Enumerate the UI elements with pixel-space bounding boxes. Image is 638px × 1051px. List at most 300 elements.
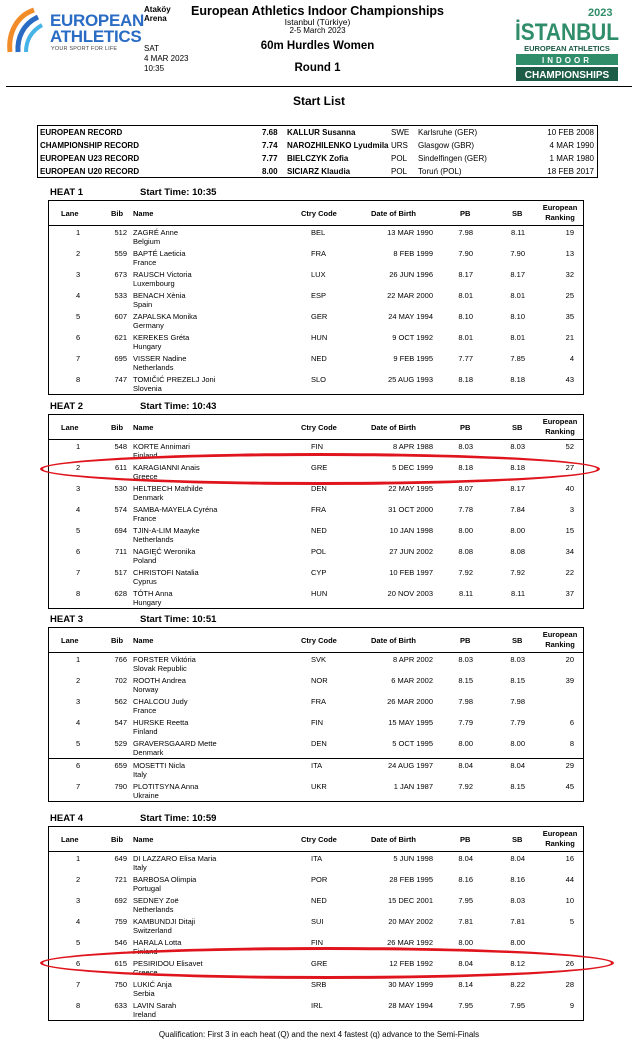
country-code: ESP [311, 291, 327, 300]
table-row [49, 566, 583, 587]
record-time: 7.74 [262, 141, 278, 150]
season-best: 8.18 [510, 375, 525, 384]
record-holder: NAROZHILENKO Lyudmila [287, 141, 389, 150]
date-of-birth: 22 MAR 2000 [387, 291, 433, 300]
season-best: 8.04 [510, 854, 525, 863]
athlete-name: PESIRIDOU Elisavet [133, 959, 203, 968]
date-of-birth: 15 MAY 1995 [388, 718, 433, 727]
bib-cell: 548 [114, 442, 127, 451]
athlete-country: Italy [133, 863, 147, 872]
record-country: POL [391, 154, 408, 163]
personal-best: 8.07 [458, 484, 473, 493]
date-of-birth: 31 OCT 2000 [388, 505, 433, 514]
bib-cell: 750 [114, 980, 127, 989]
athlete-country: Portugal [133, 884, 161, 893]
table-row [49, 915, 583, 936]
logo-text-line2: ATHLETICS [50, 27, 142, 46]
record-type: EUROPEAN U23 RECORD [40, 154, 140, 163]
season-best: 8.00 [510, 526, 525, 535]
athlete-country: Cyprus [133, 577, 157, 586]
lane-cell: 2 [76, 875, 81, 884]
personal-best: 8.18 [458, 463, 473, 472]
lane-cell: 4 [76, 291, 81, 300]
athlete-name: KARAGIANNI Anais [133, 463, 200, 472]
season-best: 7.79 [510, 718, 525, 727]
lane-cell: 6 [76, 761, 81, 770]
season-best: 8.17 [510, 270, 525, 279]
table-row [49, 545, 583, 566]
season-best: 8.11 [510, 228, 525, 237]
date-of-birth: 8 FEB 1999 [393, 249, 433, 258]
athlete-name: BARBOSA Olimpia [133, 875, 197, 884]
highlight-ellipse-karagianni [40, 453, 600, 485]
athlete-country: Switzerland [133, 926, 172, 935]
european-ranking: 37 [565, 589, 574, 598]
season-best: 8.11 [510, 589, 525, 598]
season-best: 8.10 [510, 312, 525, 321]
season-best: 8.04 [510, 761, 525, 770]
athlete-name: TJIN-A-LIM Maayke [133, 526, 200, 535]
bib-cell: 673 [114, 270, 127, 279]
date-of-birth: 8 APR 1988 [392, 442, 433, 451]
table-row [49, 695, 583, 716]
round-name: Round 1 [294, 62, 341, 74]
personal-best: 8.00 [458, 526, 473, 535]
athlete-country: Greece [133, 968, 158, 977]
season-best: 8.03 [510, 655, 525, 664]
season-best: 7.84 [510, 505, 525, 514]
session-time: 10:35 [144, 64, 165, 73]
col-dob-header: Date of Birth [371, 209, 416, 218]
table-header [48, 414, 584, 440]
table-row [49, 852, 583, 873]
record-holder: SICIARZ Klaudia [287, 167, 351, 176]
record-country: SWE [391, 128, 410, 137]
personal-best: 7.98 [458, 228, 473, 237]
personal-best: 8.04 [458, 761, 473, 770]
athlete-country: Poland [133, 556, 157, 565]
personal-best: 8.17 [458, 270, 473, 279]
personal-best: 7.90 [458, 249, 473, 258]
country-code: BEL [311, 228, 326, 237]
date-of-birth: 22 MAY 1995 [388, 484, 433, 493]
athlete-country: Germany [133, 321, 164, 330]
country-code: FIN [311, 442, 324, 451]
col-bib-header: Bib [111, 636, 124, 645]
season-best: 8.18 [510, 463, 525, 472]
date-of-birth: 9 OCT 1992 [392, 333, 433, 342]
table-row [49, 268, 583, 289]
athlete-country: France [133, 514, 157, 523]
season-best: 8.00 [510, 739, 525, 748]
european-ranking: 15 [565, 526, 574, 535]
bib-cell: 695 [114, 354, 127, 363]
ist-org: EUROPEAN ATHLETICS [524, 44, 610, 53]
season-best: 7.98 [510, 697, 525, 706]
col-lane-header: Lane [61, 209, 79, 218]
bib-cell: 512 [114, 228, 127, 237]
european-ranking: 39 [565, 676, 574, 685]
col-lane-header: Lane [61, 636, 79, 645]
athlete-name: HURSKE Reetta [133, 718, 189, 727]
country-code: UKR [311, 782, 327, 791]
venue [144, 5, 171, 23]
country-code: FRA [311, 249, 326, 258]
bib-cell: 562 [114, 697, 127, 706]
championship-dates: 2-5 March 2023 [289, 26, 346, 35]
country-code: HUN [311, 333, 328, 342]
lane-cell: 6 [76, 547, 81, 556]
records-box [37, 125, 598, 178]
country-code: NOR [311, 676, 328, 685]
bib-cell: 607 [114, 312, 127, 321]
country-code: NED [311, 354, 327, 363]
bib-cell: 766 [114, 655, 127, 664]
table-row [49, 373, 583, 394]
record-country: URS [391, 141, 408, 150]
athlete-name: VISSER Nadine [133, 354, 187, 363]
country-code: FIN [311, 938, 324, 947]
athlete-name: TOMIČIĆ PREZELJ Joni [133, 375, 216, 384]
athlete-name: TÓTH Anna [133, 589, 173, 598]
athlete-name: ZAPALSKA Monika [133, 312, 198, 321]
table-row [49, 331, 583, 352]
european-ranking: 3 [569, 505, 574, 514]
european-ranking: 5 [569, 917, 574, 926]
table-row [49, 716, 583, 737]
table-row [49, 894, 583, 915]
bib-cell: 530 [114, 484, 127, 493]
table-row [49, 737, 583, 758]
european-ranking: 29 [565, 761, 574, 770]
col-name-header: Name [133, 835, 154, 844]
country-code: GER [311, 312, 328, 321]
personal-best: 7.78 [458, 505, 473, 514]
country-code: DEN [311, 739, 327, 748]
european-ranking: 35 [565, 312, 574, 321]
personal-best: 8.15 [458, 676, 473, 685]
bib-cell: 559 [114, 249, 127, 258]
personal-best: 8.03 [458, 442, 473, 451]
lane-cell: 1 [76, 228, 81, 237]
bib-cell: 747 [114, 375, 127, 384]
european-ranking: 34 [565, 547, 574, 556]
athlete-country: Greece [133, 472, 158, 481]
season-best: 7.92 [510, 568, 525, 577]
bib-cell: 611 [115, 463, 127, 472]
record-venue: Sindelfingen (GER) [418, 154, 487, 163]
athlete-country: Serbia [133, 989, 155, 998]
season-best: 8.12 [510, 959, 525, 968]
athlete-country: Netherlands [133, 905, 174, 914]
table-body [48, 653, 584, 802]
record-row [38, 139, 597, 152]
athlete-name: LAVIN Sarah [133, 1001, 177, 1010]
table-row [49, 999, 583, 1020]
col-bib-header: Bib [111, 835, 124, 844]
personal-best: 7.77 [458, 354, 473, 363]
country-code: POR [311, 875, 328, 884]
lane-cell: 6 [76, 959, 81, 968]
european-ranking: 21 [565, 333, 574, 342]
personal-best: 8.04 [458, 854, 473, 863]
bib-cell: 692 [114, 896, 127, 905]
col-bib-header: Bib [111, 423, 124, 432]
logo-tagline: YOUR SPORT FOR LIFE [51, 46, 118, 52]
bib-cell: 628 [114, 589, 127, 598]
athlete-name: GRAVERSGAARD Mette [133, 739, 217, 748]
runner-swoosh-icon [4, 6, 48, 56]
lane-cell: 5 [76, 739, 81, 748]
table-row [49, 226, 583, 247]
table-row [49, 587, 583, 608]
col-dob-header: Date of Birth [371, 636, 416, 645]
athlete-name: FORSTER Viktória [133, 655, 196, 664]
table-body [48, 226, 584, 395]
date-of-birth: 10 FEB 1997 [389, 568, 433, 577]
athlete-name: PLOTITSYNA Anna [133, 782, 199, 791]
athlete-country: Denmark [133, 493, 164, 502]
lane-cell: 1 [76, 442, 81, 451]
ist-year: 2023 [588, 7, 613, 19]
lane-cell: 3 [76, 270, 81, 279]
personal-best: 8.01 [458, 333, 473, 342]
country-code: NED [311, 896, 327, 905]
european-ranking: 27 [565, 463, 574, 472]
season-best: 8.03 [510, 442, 525, 451]
col-sb-header: SB [512, 423, 523, 432]
athlete-country: Italy [133, 770, 147, 779]
heat-label: HEAT 2 [50, 401, 84, 412]
athlete-name: LUKIĆ Anja [133, 980, 172, 989]
athlete-country: Denmark [133, 748, 164, 757]
record-date: 4 MAR 1990 [549, 141, 594, 150]
athlete-name: KORTE Annimari [133, 442, 190, 451]
country-code: ITA [311, 854, 323, 863]
bib-cell: 659 [114, 761, 127, 770]
season-best: 8.01 [510, 333, 525, 342]
date-of-birth: 9 FEB 1995 [393, 354, 433, 363]
record-row [38, 152, 597, 165]
date-of-birth: 30 MAY 1999 [388, 980, 433, 989]
qualification-note: Qualification: First 3 in each heat (Q) and the next 4 fastest (q) advance to the Semi-Finals [158, 1030, 480, 1039]
season-best: 8.17 [510, 484, 525, 493]
season-best: 8.01 [510, 291, 525, 300]
athlete-country: France [133, 706, 157, 715]
bib-cell: 533 [114, 291, 127, 300]
ist-indoor: INDOOR [542, 56, 592, 65]
table-row [49, 674, 583, 695]
session-date: 4 MAR 2023 [144, 54, 189, 63]
bib-cell: 529 [114, 739, 127, 748]
season-best: 7.85 [510, 354, 525, 363]
bib-cell: 694 [114, 526, 127, 535]
col-ctry-header: Ctry Code [301, 636, 337, 645]
bib-cell: 546 [114, 938, 127, 947]
table-header [48, 200, 584, 226]
european-ranking: 20 [565, 655, 574, 664]
col-name-header: Name [133, 423, 154, 432]
season-best: 7.81 [510, 917, 525, 926]
record-country: POL [391, 167, 408, 176]
header-divider [6, 86, 632, 87]
athlete-country: Slovenia [133, 384, 162, 393]
athlete-country: France [133, 258, 157, 267]
table-row [49, 978, 583, 999]
bib-cell: 547 [114, 718, 127, 727]
record-holder: KALLUR Susanna [287, 128, 356, 137]
logo-text-line1: EUROPEAN [50, 11, 144, 30]
col-ctry-header: Ctry Code [301, 209, 337, 218]
date-of-birth: 20 NOV 2003 [387, 589, 433, 598]
bib-cell: 574 [114, 505, 127, 514]
heat-start-time: Start Time: 10:59 [140, 813, 217, 824]
country-code: SUI [311, 917, 324, 926]
athlete-country: Norway [133, 685, 159, 694]
table-row [49, 524, 583, 545]
country-code: SRB [311, 980, 327, 989]
record-type: CHAMPIONSHIP RECORD [40, 141, 139, 150]
european-ranking: 25 [565, 291, 574, 300]
athlete-name: SAMBA-MAYELA Cyréna [133, 505, 218, 514]
personal-best: 7.92 [458, 568, 473, 577]
istanbul-2023-logo [512, 4, 622, 82]
col-ctry-header: Ctry Code [301, 835, 337, 844]
heat-label: HEAT 4 [50, 813, 84, 824]
record-date: 18 FEB 2017 [547, 167, 594, 176]
lane-cell: 8 [76, 1001, 81, 1010]
lane-cell: 4 [76, 917, 81, 926]
col-sb-header: SB [512, 636, 523, 645]
lane-cell: 8 [76, 375, 81, 384]
date-of-birth: 8 APR 2002 [392, 655, 433, 664]
athlete-name: BENACH Xènia [133, 291, 186, 300]
record-venue: Glasgow (GBR) [418, 141, 475, 150]
personal-best: 7.81 [458, 917, 473, 926]
athlete-country: Finland [133, 947, 158, 956]
european-ranking: 6 [569, 718, 574, 727]
athlete-name: SEDNEY Zoë [133, 896, 179, 905]
page-header [0, 0, 638, 90]
personal-best: 7.95 [458, 1001, 473, 1010]
lane-cell: 2 [76, 249, 81, 258]
personal-best: 7.92 [458, 782, 473, 791]
ist-city: İSTANBUL [515, 19, 619, 46]
date-of-birth: 27 JUN 2002 [389, 547, 433, 556]
country-code: DEN [311, 484, 327, 493]
season-best: 8.22 [510, 980, 525, 989]
athlete-name: CHRISTOFI Natalia [133, 568, 199, 577]
personal-best: 8.00 [458, 938, 473, 947]
col-dob-header: Date of Birth [371, 423, 416, 432]
record-venue: Karlsruhe (GER) [418, 128, 478, 137]
european-ranking: 44 [565, 875, 574, 884]
col-pb-header: PB [460, 636, 471, 645]
date-of-birth: 15 DEC 2001 [387, 896, 433, 905]
record-type: EUROPEAN U20 RECORD [40, 167, 140, 176]
lane-cell: 3 [76, 896, 81, 905]
country-code: GRE [311, 463, 328, 472]
date-of-birth: 26 MAR 2000 [387, 697, 433, 706]
season-best: 7.90 [510, 249, 525, 258]
athlete-country: Netherlands [133, 535, 174, 544]
championship-place: Istanbul (Türkiye) [284, 17, 351, 27]
european-ranking: 9 [569, 1001, 574, 1010]
personal-best: 8.11 [458, 589, 473, 598]
date-of-birth: 26 JUN 1996 [389, 270, 433, 279]
record-type: EUROPEAN RECORD [40, 128, 123, 137]
lane-cell: 8 [76, 589, 81, 598]
lane-cell: 7 [76, 568, 81, 577]
athlete-name: BAPTÉ Laeticia [133, 249, 186, 258]
personal-best: 8.01 [458, 291, 473, 300]
table-row [49, 482, 583, 503]
athlete-name: MOSETTI Nicla [133, 761, 186, 770]
country-code: ITA [311, 761, 323, 770]
table-row [49, 780, 583, 801]
country-code: LUX [311, 270, 326, 279]
record-time: 8.00 [262, 167, 278, 176]
athlete-country: Slovak Republic [133, 664, 187, 673]
col-lane-header: Lane [61, 423, 79, 432]
athlete-country: Hungary [133, 598, 162, 607]
col-pb-header: PB [460, 209, 471, 218]
date-of-birth: 13 MAR 1990 [387, 228, 433, 237]
athlete-country: Finland [133, 727, 158, 736]
table-row [49, 289, 583, 310]
bib-cell: 649 [114, 854, 127, 863]
session-datetime [144, 44, 188, 74]
athlete-country: Hungary [133, 342, 162, 351]
col-pb-header: PB [460, 835, 471, 844]
event-name: 60m Hurdles Women [260, 40, 375, 52]
col-lane-header: Lane [61, 835, 79, 844]
date-of-birth: 10 JAN 1998 [389, 526, 433, 535]
date-of-birth: 28 FEB 1995 [389, 875, 433, 884]
date-of-birth: 5 DEC 1999 [392, 463, 433, 472]
season-best: 8.08 [510, 547, 525, 556]
country-code: IRL [311, 1001, 323, 1010]
date-of-birth: 12 FEB 1992 [389, 959, 433, 968]
athlete-name: NAGIĘĆ Weronika [133, 547, 196, 556]
col-rank-header: European Ranking [542, 630, 578, 649]
bib-cell: 790 [114, 782, 127, 791]
season-best: 7.95 [510, 1001, 525, 1010]
heat-start-time: Start Time: 10:51 [140, 614, 217, 625]
date-of-birth: 1 JAN 1987 [393, 782, 433, 791]
lane-cell: 7 [76, 980, 81, 989]
athlete-name: KAMBUNDJI Ditaji [133, 917, 196, 926]
lane-cell: 3 [76, 484, 81, 493]
table-row [49, 873, 583, 894]
country-code: FRA [311, 505, 326, 514]
country-code: FIN [311, 718, 324, 727]
col-ctry-header: Ctry Code [301, 423, 337, 432]
col-rank-header: European Ranking [542, 829, 578, 848]
col-sb-header: SB [512, 835, 523, 844]
col-rank-header: European Ranking [542, 417, 578, 436]
table-row [49, 247, 583, 268]
venue-line1: Ataköy [144, 5, 171, 14]
record-time: 7.77 [262, 154, 278, 163]
table-row [49, 352, 583, 373]
country-code: GRE [311, 959, 328, 968]
date-of-birth: 24 AUG 1997 [387, 761, 433, 770]
lane-cell: 7 [76, 354, 81, 363]
table-body [48, 852, 584, 1021]
european-ranking: 4 [569, 354, 574, 363]
season-best: 8.15 [510, 676, 525, 685]
